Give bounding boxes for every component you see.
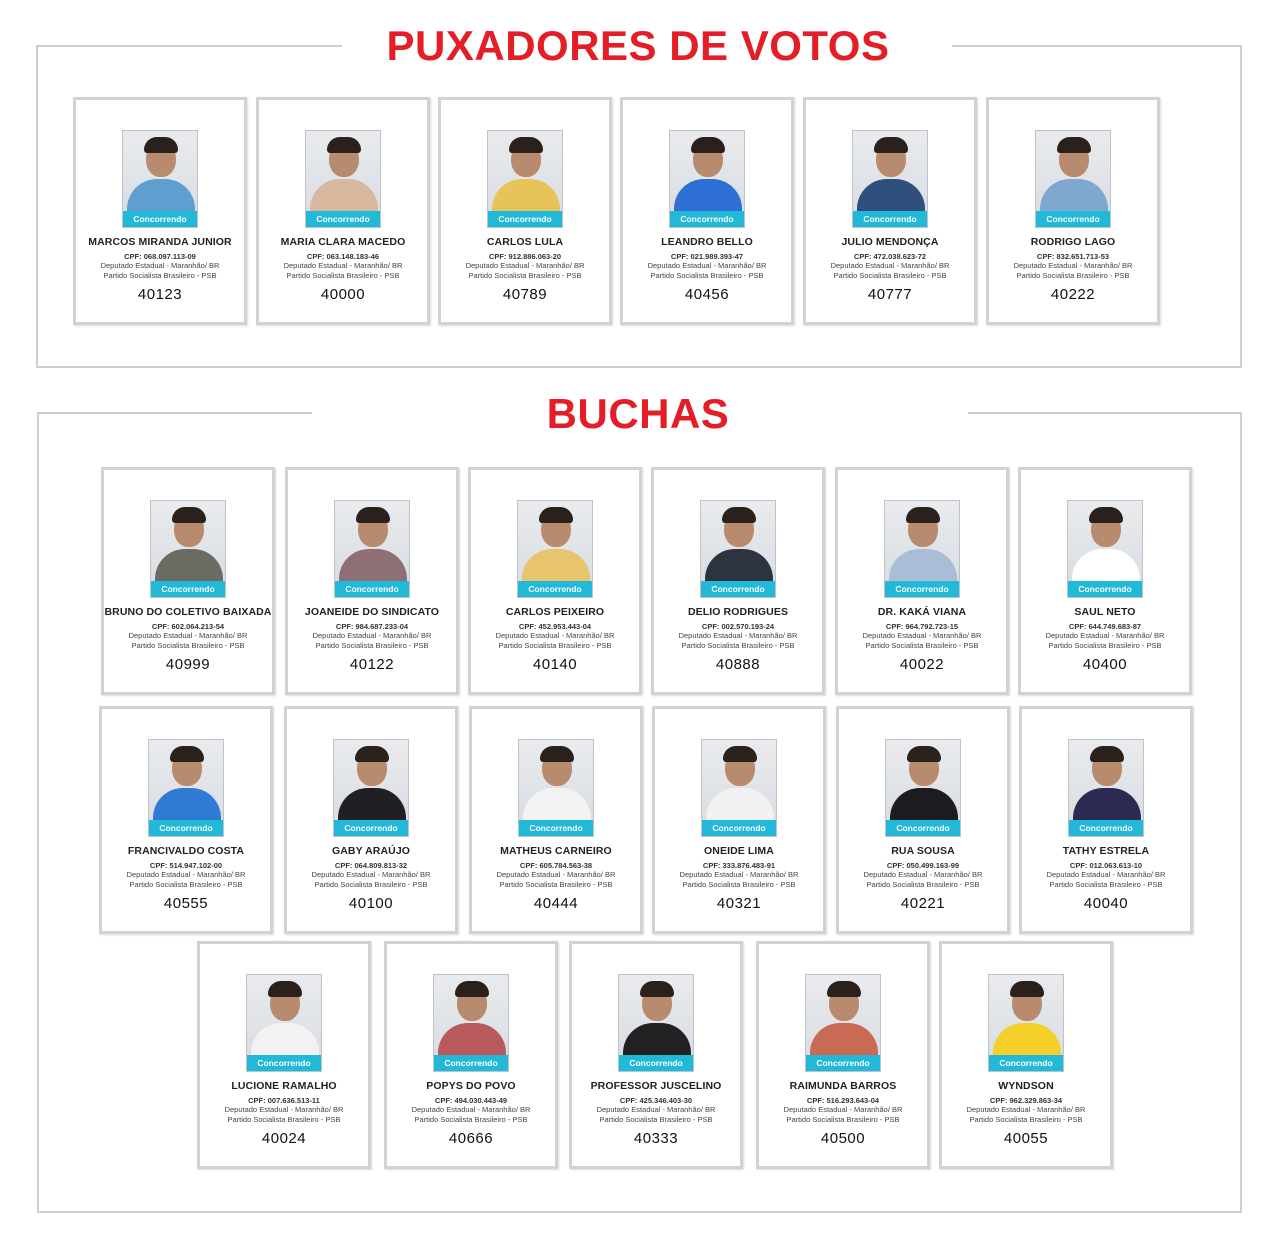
candidate-party: Partido Socialista Brasileiro - PSB bbox=[103, 271, 217, 280]
candidate-number: 40022 bbox=[899, 656, 945, 673]
candidate-cpf: CPF: 068.097.113-09 bbox=[124, 252, 196, 261]
candidate-cpf: CPF: 962.329.863-34 bbox=[989, 1096, 1063, 1105]
status-badge: Concorrendo bbox=[123, 211, 197, 227]
candidate-party: Partido Socialista Brasileiro - PSB bbox=[786, 1115, 900, 1124]
candidate-photo bbox=[618, 974, 694, 1072]
candidate-card bbox=[256, 97, 430, 325]
candidate-name: TATHY ESTRELA bbox=[1062, 845, 1150, 857]
candidate-name: RAIMUNDA BARROS bbox=[789, 1080, 897, 1092]
candidate-photo bbox=[885, 739, 961, 837]
status-badge: Concorrendo bbox=[853, 211, 927, 227]
candidate-number: 40500 bbox=[820, 1130, 866, 1147]
candidate-photo bbox=[433, 974, 509, 1072]
candidate-card bbox=[1018, 467, 1192, 695]
candidate-card bbox=[986, 97, 1160, 325]
candidate-photo bbox=[669, 130, 745, 228]
candidate-number: 40555 bbox=[163, 895, 209, 912]
candidate-role: Deputado Estadual - Maranhão/ BR bbox=[495, 631, 615, 640]
status-badge: Concorrendo bbox=[670, 211, 744, 227]
candidate-role: Deputado Estadual - Maranhão/ BR bbox=[224, 1105, 344, 1114]
candidate-number: 40100 bbox=[348, 895, 394, 912]
candidate-name: BRUNO DO COLETIVO BAIXADA bbox=[104, 606, 272, 618]
status-badge: Concorrendo bbox=[885, 581, 959, 597]
candidate-name: JOANEIDE DO SINDICATO bbox=[304, 606, 440, 618]
candidate-role: Deputado Estadual - Maranhão/ BR bbox=[312, 631, 432, 640]
candidate-photo bbox=[1035, 130, 1111, 228]
status-badge: Concorrendo bbox=[806, 1055, 880, 1071]
candidate-cpf: CPF: 002.570.193-24 bbox=[701, 622, 775, 631]
candidate-name: DR. KAKÁ VIANA bbox=[877, 606, 967, 618]
status-badge: Concorrendo bbox=[247, 1055, 321, 1071]
candidate-number: 40140 bbox=[532, 656, 578, 673]
candidate-role: Deputado Estadual - Maranhão/ BR bbox=[311, 870, 431, 879]
candidate-role: Deputado Estadual - Maranhão/ BR bbox=[863, 870, 983, 879]
candidate-number: 40221 bbox=[900, 895, 946, 912]
candidate-number: 40040 bbox=[1083, 895, 1129, 912]
candidate-role: Deputado Estadual - Maranhão/ BR bbox=[966, 1105, 1086, 1114]
candidate-number: 40222 bbox=[1050, 286, 1096, 303]
candidate-party: Partido Socialista Brasileiro - PSB bbox=[314, 880, 428, 889]
candidate-number: 40999 bbox=[165, 656, 211, 673]
candidate-party: Partido Socialista Brasileiro - PSB bbox=[315, 641, 429, 650]
candidate-cpf: CPF: 425.346.403-30 bbox=[619, 1096, 693, 1105]
candidate-name: LUCIONE RAMALHO bbox=[231, 1080, 337, 1092]
candidate-photo bbox=[333, 739, 409, 837]
candidate-name: CARLOS PEIXEIRO bbox=[505, 606, 605, 618]
candidate-name: LEANDRO BELLO bbox=[661, 236, 753, 248]
buchas-section-title: BUCHAS bbox=[546, 390, 730, 437]
candidate-card bbox=[569, 941, 743, 1169]
status-badge: Concorrendo bbox=[334, 820, 408, 836]
candidate-party: Partido Socialista Brasileiro - PSB bbox=[1049, 880, 1163, 889]
candidate-number: 40666 bbox=[448, 1130, 494, 1147]
candidate-name: RUA SOUSA bbox=[891, 845, 955, 857]
candidate-number: 40122 bbox=[349, 656, 395, 673]
candidate-party: Partido Socialista Brasileiro - PSB bbox=[227, 1115, 341, 1124]
candidate-photo bbox=[700, 500, 776, 598]
candidate-number: 40888 bbox=[715, 656, 761, 673]
candidate-cpf: CPF: 050.499.163-99 bbox=[886, 861, 960, 870]
status-badge: Concorrendo bbox=[519, 820, 593, 836]
candidate-role: Deputado Estadual - Maranhão/ BR bbox=[596, 1105, 716, 1114]
candidate-card bbox=[651, 467, 825, 695]
candidate-photo bbox=[517, 500, 593, 598]
candidate-name: MATHEUS CARNEIRO bbox=[500, 845, 612, 857]
candidate-role: Deputado Estadual - Maranhão/ BR bbox=[126, 870, 246, 879]
candidate-cpf: CPF: 605.784.563-38 bbox=[519, 861, 593, 870]
status-badge: Concorrendo bbox=[518, 581, 592, 597]
candidate-cpf: CPF: 912.886.063-20 bbox=[488, 252, 562, 261]
candidate-party: Partido Socialista Brasileiro - PSB bbox=[468, 271, 582, 280]
candidate-name: RODRIGO LAGO bbox=[1030, 236, 1116, 248]
status-badge: Concorrendo bbox=[701, 581, 775, 597]
candidate-role: Deputado Estadual - Maranhão/ BR bbox=[783, 1105, 903, 1114]
candidate-name: SAUL NETO bbox=[1074, 606, 1136, 618]
candidate-photo bbox=[701, 739, 777, 837]
candidate-photo bbox=[1068, 739, 1144, 837]
candidate-cpf: CPF: 012.063.613-10 bbox=[1069, 861, 1143, 870]
candidate-card bbox=[285, 467, 459, 695]
candidate-card bbox=[469, 706, 643, 934]
candidate-role: Deputado Estadual - Maranhão/ BR bbox=[1046, 870, 1166, 879]
candidate-cpf: CPF: 984.687.233-04 bbox=[335, 622, 409, 631]
candidate-cpf: CPF: 472.038.623-72 bbox=[853, 252, 927, 261]
candidate-photo bbox=[805, 974, 881, 1072]
candidate-number: 40789 bbox=[502, 286, 548, 303]
candidate-role: Deputado Estadual - Maranhão/ BR bbox=[1013, 261, 1133, 270]
candidate-photo bbox=[884, 500, 960, 598]
candidate-name: POPYS DO POVO bbox=[426, 1080, 516, 1092]
candidate-party: Partido Socialista Brasileiro - PSB bbox=[498, 641, 612, 650]
candidate-card bbox=[756, 941, 930, 1169]
status-badge: Concorrendo bbox=[702, 820, 776, 836]
candidate-party: Partido Socialista Brasileiro - PSB bbox=[681, 641, 795, 650]
candidate-card bbox=[197, 941, 371, 1169]
candidate-photo bbox=[852, 130, 928, 228]
candidate-cpf: CPF: 452.953.443-04 bbox=[518, 622, 592, 631]
candidate-name: CARLOS LULA bbox=[486, 236, 564, 248]
candidate-card bbox=[73, 97, 247, 325]
candidate-card bbox=[1019, 706, 1193, 934]
candidate-photo bbox=[334, 500, 410, 598]
candidate-role: Deputado Estadual - Maranhão/ BR bbox=[496, 870, 616, 879]
status-badge: Concorrendo bbox=[434, 1055, 508, 1071]
candidate-card bbox=[384, 941, 558, 1169]
candidate-number: 40123 bbox=[137, 286, 183, 303]
candidate-party: Partido Socialista Brasileiro - PSB bbox=[414, 1115, 528, 1124]
puxadores-section-title: PUXADORES DE VOTOS bbox=[386, 22, 890, 69]
candidate-card bbox=[836, 706, 1010, 934]
candidate-card bbox=[803, 97, 977, 325]
candidate-photo bbox=[148, 739, 224, 837]
status-badge: Concorrendo bbox=[619, 1055, 693, 1071]
status-badge: Concorrendo bbox=[886, 820, 960, 836]
candidate-name: MARIA CLARA MACEDO bbox=[280, 236, 406, 248]
status-badge: Concorrendo bbox=[989, 1055, 1063, 1071]
candidate-card bbox=[620, 97, 794, 325]
candidate-name: FRANCIVALDO COSTA bbox=[127, 845, 245, 857]
candidate-cpf: CPF: 832.651.713-53 bbox=[1036, 252, 1110, 261]
candidate-card bbox=[99, 706, 273, 934]
candidate-number: 40333 bbox=[633, 1130, 679, 1147]
candidate-party: Partido Socialista Brasileiro - PSB bbox=[129, 880, 243, 889]
status-badge: Concorrendo bbox=[1036, 211, 1110, 227]
status-badge: Concorrendo bbox=[151, 581, 225, 597]
candidate-card bbox=[284, 706, 458, 934]
candidate-party: Partido Socialista Brasileiro - PSB bbox=[682, 880, 796, 889]
candidate-card bbox=[939, 941, 1113, 1169]
candidate-party: Partido Socialista Brasileiro - PSB bbox=[131, 641, 245, 650]
candidate-name: PROFESSOR JUSCELINO bbox=[590, 1080, 722, 1092]
candidate-role: Deputado Estadual - Maranhão/ BR bbox=[678, 631, 798, 640]
candidate-role: Deputado Estadual - Maranhão/ BR bbox=[100, 261, 220, 270]
candidate-cpf: CPF: 333.876.483-91 bbox=[702, 861, 776, 870]
candidate-name: WYNDSON bbox=[998, 1080, 1054, 1092]
candidate-number: 40055 bbox=[1003, 1130, 1049, 1147]
candidate-number: 40444 bbox=[533, 895, 579, 912]
candidate-party: Partido Socialista Brasileiro - PSB bbox=[865, 641, 979, 650]
status-badge: Concorrendo bbox=[488, 211, 562, 227]
status-badge: Concorrendo bbox=[1069, 820, 1143, 836]
status-badge: Concorrendo bbox=[149, 820, 223, 836]
candidate-role: Deputado Estadual - Maranhão/ BR bbox=[830, 261, 950, 270]
candidate-number: 40024 bbox=[261, 1130, 307, 1147]
candidate-number: 40321 bbox=[716, 895, 762, 912]
candidate-number: 40456 bbox=[684, 286, 730, 303]
candidate-name: JULIO MENDONÇA bbox=[841, 236, 939, 248]
candidate-role: Deputado Estadual - Maranhão/ BR bbox=[1045, 631, 1165, 640]
candidate-party: Partido Socialista Brasileiro - PSB bbox=[650, 271, 764, 280]
candidate-name: GABY ARAÚJO bbox=[331, 845, 411, 857]
candidate-role: Deputado Estadual - Maranhão/ BR bbox=[465, 261, 585, 270]
candidate-name: MARCOS MIRANDA JUNIOR bbox=[88, 236, 232, 248]
candidate-name: DELIO RODRIGUES bbox=[687, 606, 789, 618]
candidate-cpf: CPF: 064.809.813-32 bbox=[334, 861, 408, 870]
candidate-photo bbox=[150, 500, 226, 598]
candidate-photo bbox=[305, 130, 381, 228]
candidate-party: Partido Socialista Brasileiro - PSB bbox=[1048, 641, 1162, 650]
candidate-party: Partido Socialista Brasileiro - PSB bbox=[1016, 271, 1130, 280]
candidate-card bbox=[652, 706, 826, 934]
candidate-photo bbox=[1067, 500, 1143, 598]
candidate-cpf: CPF: 964.792.723-15 bbox=[885, 622, 959, 631]
candidate-role: Deputado Estadual - Maranhão/ BR bbox=[679, 870, 799, 879]
candidate-card bbox=[101, 467, 275, 695]
candidate-card bbox=[438, 97, 612, 325]
candidate-role: Deputado Estadual - Maranhão/ BR bbox=[411, 1105, 531, 1114]
candidate-cpf: CPF: 516.293.643-04 bbox=[806, 1096, 880, 1105]
candidate-photo bbox=[122, 130, 198, 228]
candidate-cpf: CPF: 602.064.213-54 bbox=[151, 622, 225, 631]
status-badge: Concorrendo bbox=[1068, 581, 1142, 597]
candidate-number: 40777 bbox=[867, 286, 913, 303]
candidate-photo bbox=[487, 130, 563, 228]
candidate-party: Partido Socialista Brasileiro - PSB bbox=[286, 271, 400, 280]
candidate-cpf: CPF: 007.636.513-11 bbox=[248, 1096, 320, 1105]
candidate-party: Partido Socialista Brasileiro - PSB bbox=[599, 1115, 713, 1124]
candidate-number: 40400 bbox=[1082, 656, 1128, 673]
candidate-cpf: CPF: 494.030.443-49 bbox=[434, 1096, 508, 1105]
candidate-name: ONEIDE LIMA bbox=[704, 845, 774, 857]
candidate-photo bbox=[988, 974, 1064, 1072]
candidate-card bbox=[835, 467, 1009, 695]
candidate-party: Partido Socialista Brasileiro - PSB bbox=[866, 880, 980, 889]
candidate-role: Deputado Estadual - Maranhão/ BR bbox=[128, 631, 248, 640]
candidate-card bbox=[468, 467, 642, 695]
candidate-role: Deputado Estadual - Maranhão/ BR bbox=[647, 261, 767, 270]
candidate-cpf: CPF: 063.148.183-46 bbox=[306, 252, 380, 261]
candidate-cpf: CPF: 644.749.683-87 bbox=[1068, 622, 1142, 631]
candidate-photo bbox=[518, 739, 594, 837]
candidate-number: 40000 bbox=[320, 286, 366, 303]
candidate-party: Partido Socialista Brasileiro - PSB bbox=[833, 271, 947, 280]
candidate-party: Partido Socialista Brasileiro - PSB bbox=[499, 880, 613, 889]
candidate-party: Partido Socialista Brasileiro - PSB bbox=[969, 1115, 1083, 1124]
status-badge: Concorrendo bbox=[335, 581, 409, 597]
candidate-cpf: CPF: 021.989.393-47 bbox=[670, 252, 744, 261]
candidate-role: Deputado Estadual - Maranhão/ BR bbox=[283, 261, 403, 270]
candidate-photo bbox=[246, 974, 322, 1072]
candidate-role: Deputado Estadual - Maranhão/ BR bbox=[862, 631, 982, 640]
status-badge: Concorrendo bbox=[306, 211, 380, 227]
candidate-cpf: CPF: 514.947.102-00 bbox=[149, 861, 223, 870]
